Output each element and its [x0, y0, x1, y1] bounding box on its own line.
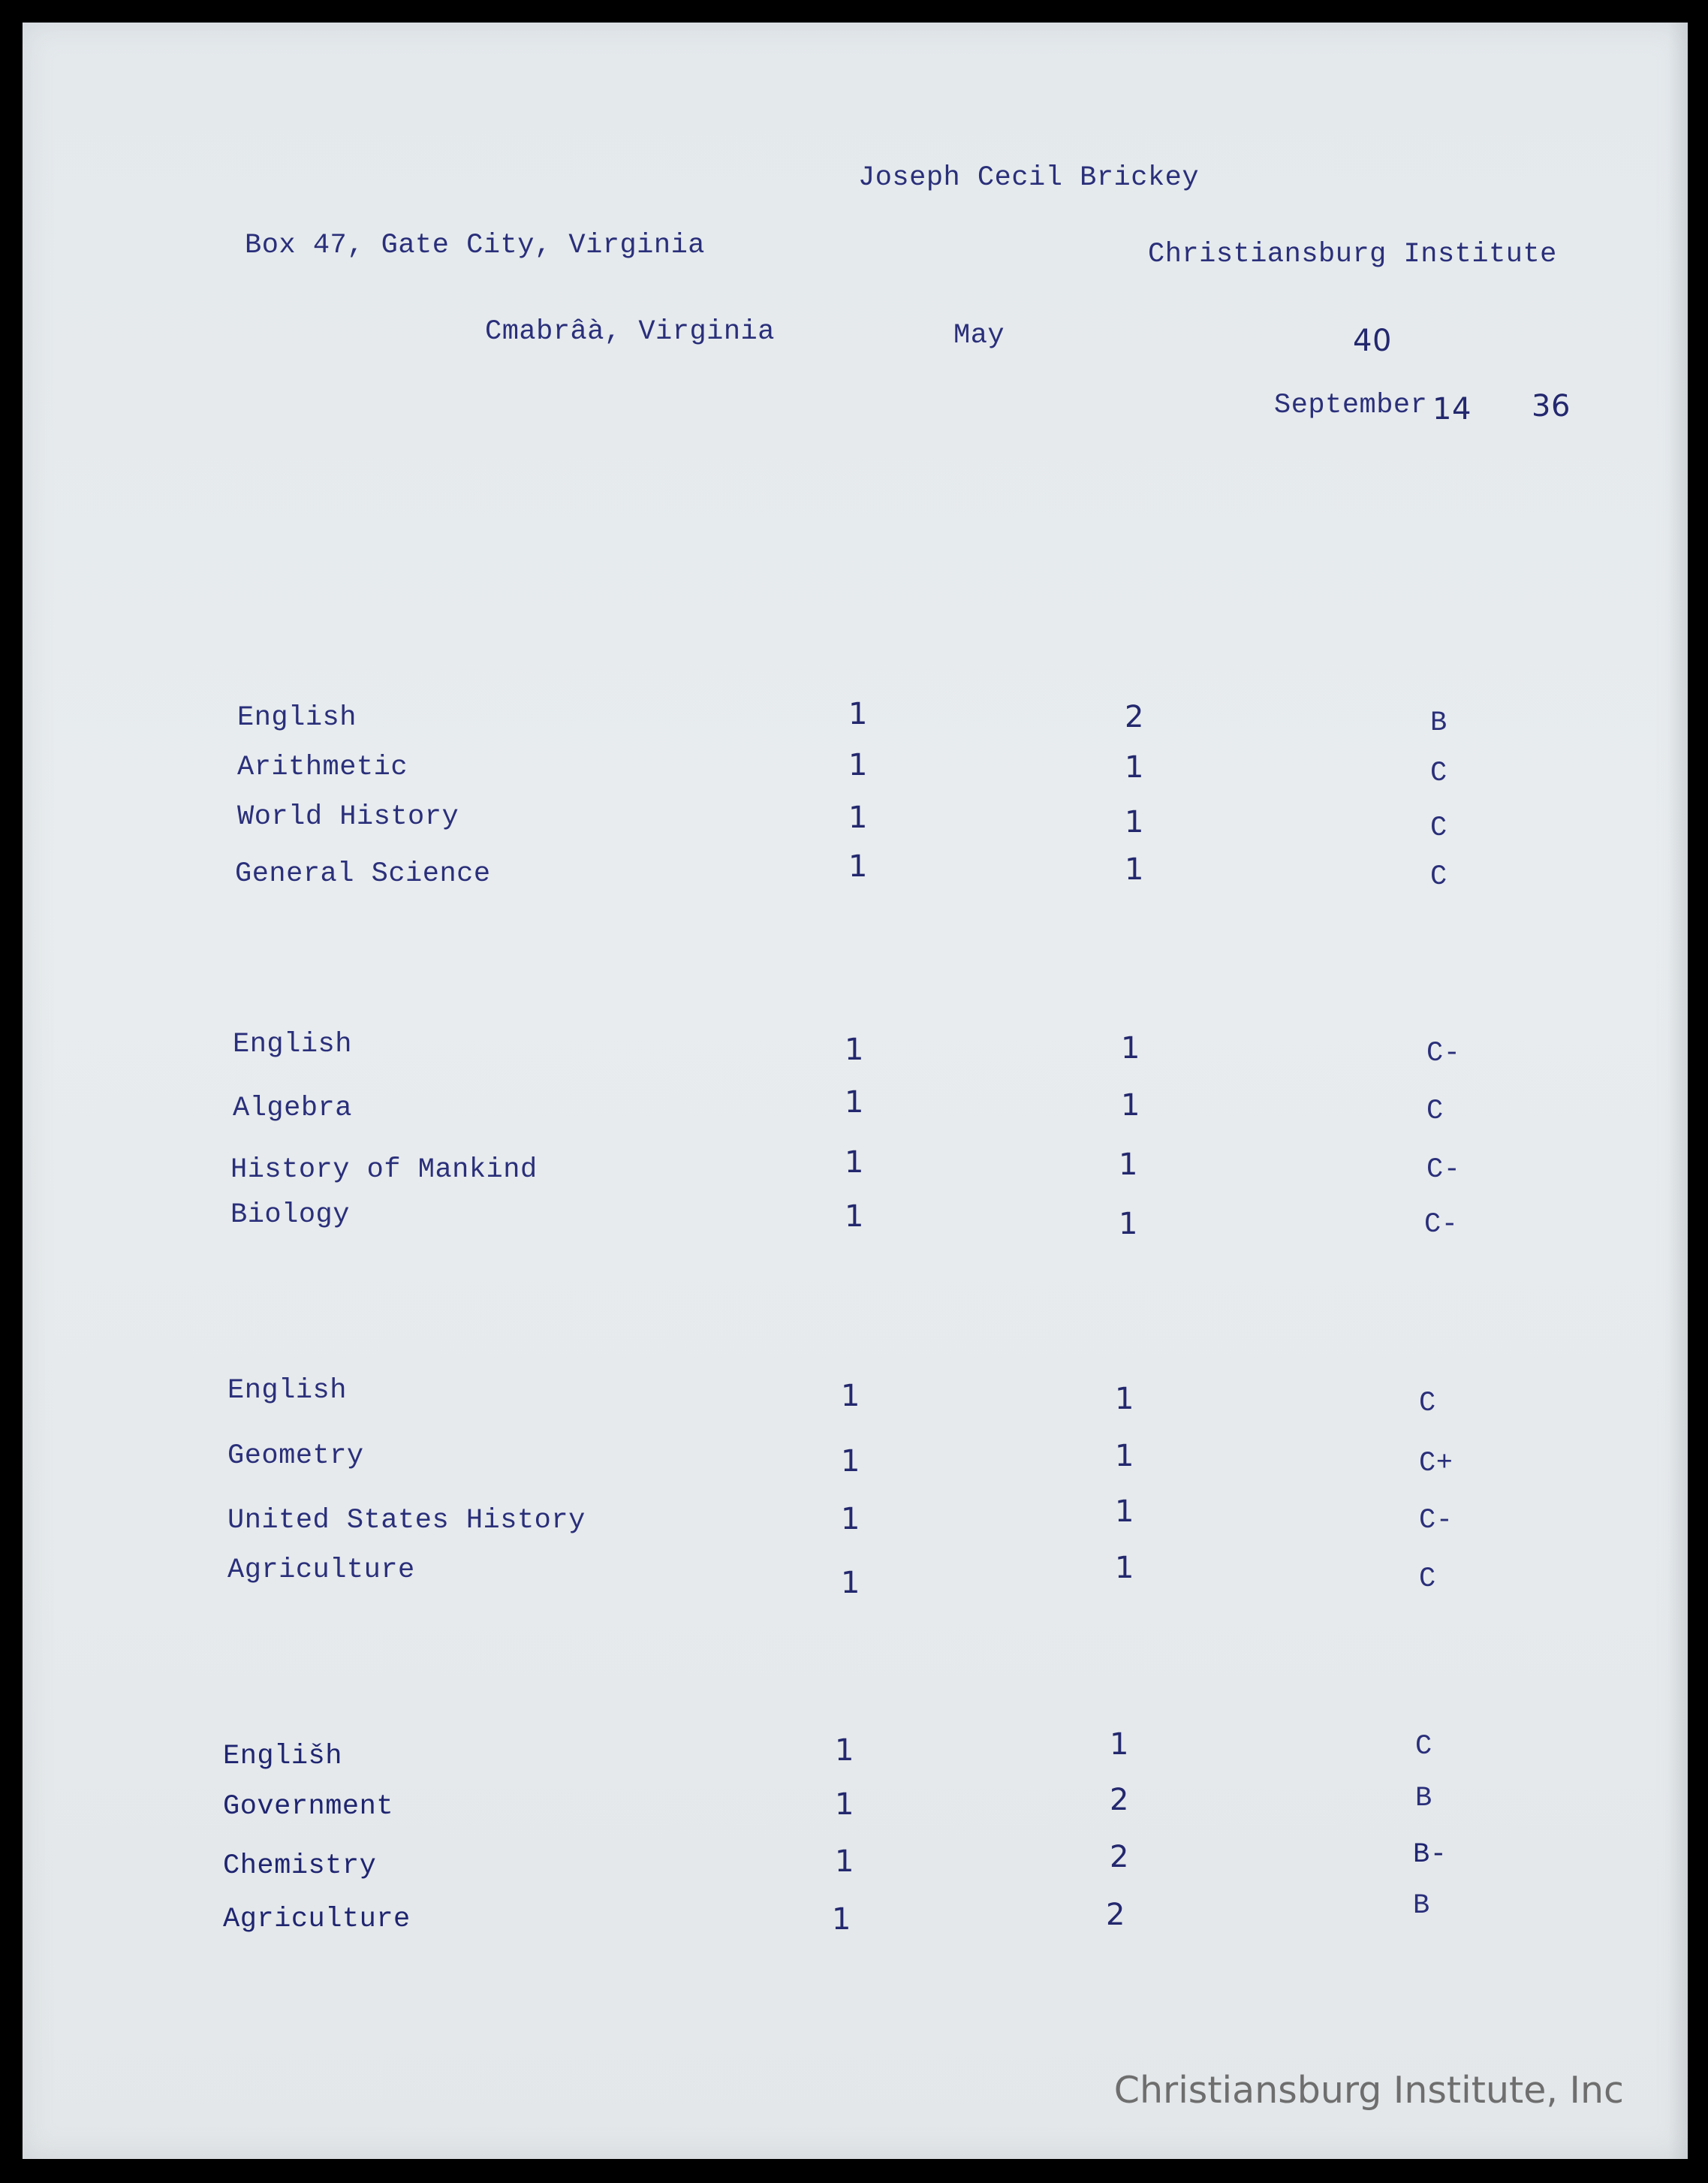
subject-col2: 1 [1125, 805, 1144, 840]
student-name: Joseph Cecil Brickey [858, 162, 1200, 194]
subject-col2: 1 [1110, 1727, 1129, 1762]
subject-col1: 1 [845, 1199, 864, 1234]
subject-grade: C [1430, 813, 1447, 844]
subject-name: English [227, 1375, 347, 1407]
subject-col2: 1 [1125, 750, 1144, 785]
subject-grade: C- [1426, 1154, 1461, 1186]
subject-col1: 1 [845, 1085, 864, 1120]
entry-date: September [1274, 390, 1428, 421]
subject-name: Geometry [227, 1440, 364, 1472]
subject-name: English [233, 1029, 352, 1060]
entry-day: 14 [1432, 392, 1472, 427]
subject-col2: 1 [1121, 1088, 1140, 1123]
subject-col2: 2 [1106, 1898, 1125, 1932]
subject-name: United States History [227, 1505, 586, 1536]
subject-name: World History [237, 801, 459, 833]
subject-grade: C [1419, 1563, 1436, 1595]
subject-grade: C [1426, 1096, 1444, 1127]
subject-grade: C- [1419, 1505, 1453, 1536]
birthplace: Cmabrâà, Virginia [485, 316, 775, 348]
subject-col2: 1 [1119, 1147, 1138, 1182]
subject-col1: 1 [845, 1145, 864, 1180]
subject-col2: 1 [1115, 1382, 1134, 1416]
subject-col2: 1 [1121, 1031, 1140, 1066]
subject-name: History of Mankind [230, 1154, 538, 1186]
subject-col2: 2 [1125, 700, 1144, 734]
subject-name: English [237, 702, 357, 734]
subject-col1: 1 [835, 1733, 854, 1768]
subject-col1: 1 [832, 1902, 851, 1937]
subject-grade: C- [1424, 1209, 1459, 1241]
subject-name: General Science [235, 858, 491, 890]
bleed-through-mark [623, 1517, 638, 1585]
graduation-month: May [953, 320, 1005, 351]
subject-grade: C [1419, 1388, 1436, 1419]
subject-grade: C- [1426, 1038, 1461, 1069]
school-name: Christiansburg Institute [1148, 239, 1557, 270]
subject-grade: B [1415, 1783, 1432, 1814]
subject-col1: 1 [841, 1379, 860, 1413]
subject-col2: 1 [1115, 1494, 1134, 1529]
subject-grade: C+ [1419, 1448, 1453, 1479]
student-address: Box 47, Gate City, Virginia [245, 230, 705, 261]
subject-grade: B [1430, 707, 1447, 739]
subject-grade: C [1415, 1731, 1432, 1762]
subject-name: Englišh [223, 1741, 342, 1772]
subject-col1: 1 [848, 748, 868, 782]
subject-name: Biology [230, 1199, 350, 1231]
subject-col2: 1 [1115, 1551, 1134, 1585]
subject-col1: 1 [845, 1033, 864, 1067]
subject-name: Algebra [233, 1093, 352, 1124]
subject-col1: 1 [835, 1844, 854, 1879]
subject-grade: C [1430, 758, 1447, 789]
subject-col2: 1 [1119, 1207, 1138, 1241]
subject-grade: C [1430, 861, 1447, 893]
subject-col1: 1 [848, 849, 868, 884]
subject-col2: 1 [1125, 852, 1144, 887]
subject-name: Agriculture [227, 1554, 415, 1586]
subject-col2: 2 [1110, 1840, 1129, 1874]
subject-col1: 1 [841, 1444, 860, 1479]
subject-col1: 1 [848, 697, 868, 731]
subject-col2: 1 [1115, 1439, 1134, 1473]
subject-grade: B- [1413, 1839, 1447, 1871]
entry-year: 36 [1532, 389, 1571, 424]
subject-name: Agriculture [223, 1904, 411, 1935]
subject-col1: 1 [848, 801, 868, 835]
subject-col1: 1 [835, 1787, 854, 1822]
watermark-text: Christiansburg Institute, Inc [1113, 2069, 1624, 2112]
paper-edge-shadow [1668, 23, 1688, 2159]
subject-col1: 1 [841, 1566, 860, 1600]
graduation-year: 40 [1353, 324, 1392, 358]
subject-col2: 2 [1110, 1783, 1129, 1817]
subject-name: Chemistry [223, 1850, 377, 1882]
subject-col1: 1 [841, 1502, 860, 1536]
subject-name: Arithmetic [237, 752, 408, 783]
subject-grade: B [1413, 1890, 1430, 1922]
subject-name: Government [223, 1791, 394, 1823]
